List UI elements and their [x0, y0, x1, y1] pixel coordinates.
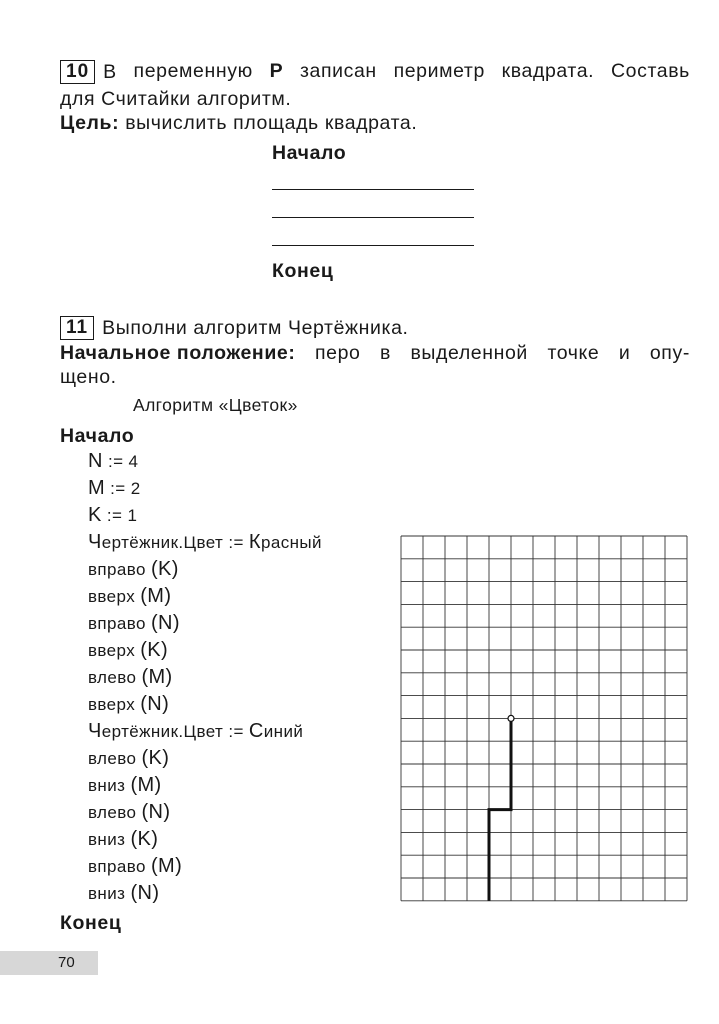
algorithm-end: Конец	[60, 912, 122, 934]
drawn-path	[489, 718, 511, 900]
task11-word: опу-	[649, 342, 690, 364]
task11-word: и	[618, 342, 631, 364]
command-kw: вправо	[88, 857, 146, 876]
algorithm-begin: Начало	[60, 425, 135, 447]
command-pre: Ч	[88, 531, 102, 553]
command-rest: := 2	[105, 479, 141, 498]
command-pre: Ч	[88, 720, 102, 742]
task11-line1	[60, 316, 409, 340]
command-rest: расный	[260, 533, 322, 552]
command-arg: (K)	[130, 828, 159, 850]
task11-word: в	[379, 342, 391, 364]
command-arg: (K)	[141, 747, 170, 769]
task10-word: переменную	[133, 60, 253, 82]
command-arg: (N)	[141, 801, 171, 823]
command-kw: влево	[88, 749, 137, 768]
command-line	[88, 531, 322, 554]
command-line	[88, 585, 171, 608]
command-kw: K	[88, 504, 102, 526]
task11-start-line	[60, 342, 690, 365]
task10-goal	[60, 112, 417, 135]
command-kw: вниз	[88, 884, 126, 903]
command-rest: := 1	[101, 506, 138, 525]
task10-word: В	[103, 60, 117, 83]
task10-goal-text: вычислить площадь квадрата.	[119, 112, 418, 134]
command-kw: вверх	[88, 587, 136, 606]
command-line	[88, 801, 170, 824]
task11-word: выделенной	[410, 342, 528, 364]
command-line	[88, 720, 303, 743]
command-arg: (N)	[130, 882, 160, 904]
command-arg: (M)	[130, 774, 162, 796]
command-kw: вправо	[88, 560, 146, 579]
task10-word: квадрата.	[501, 60, 595, 82]
command-arg: (M)	[140, 585, 172, 607]
command-line	[88, 855, 182, 878]
command-line	[88, 504, 137, 527]
command-kw: вверх	[88, 695, 136, 714]
drawing-grid	[400, 535, 690, 903]
task10-line2: для Считайки алгоритм.	[60, 88, 292, 110]
command-kw: влево	[88, 668, 137, 687]
page-number-bar	[0, 951, 98, 975]
start-point	[508, 715, 514, 721]
command-kw: M	[88, 477, 106, 499]
task10-end: Конец	[272, 260, 334, 282]
task10-number: 10	[60, 60, 95, 84]
command-line	[88, 666, 173, 689]
command-rest: иний	[263, 722, 304, 741]
task10-goal-label: Цель:	[60, 112, 120, 134]
command-line	[88, 693, 169, 716]
page-number: 70	[58, 954, 75, 971]
command-arg: (M)	[141, 666, 173, 688]
algorithm-title: Алгоритм «Цветок»	[133, 395, 298, 415]
task10-word: записан	[299, 60, 377, 82]
command-kw: влево	[88, 803, 137, 822]
command-line	[88, 477, 141, 500]
command-line	[88, 612, 180, 635]
command-line	[88, 828, 158, 851]
command-kw: N	[88, 450, 103, 472]
command-kw: ертёжник.Цвет :=	[101, 722, 249, 741]
command-line	[88, 450, 138, 473]
task10-word: периметр	[393, 60, 485, 82]
command-big: К	[248, 531, 261, 553]
task11-word: перо	[314, 342, 361, 364]
task11-start-label: Начальное положение:	[60, 342, 296, 364]
task10-word: Составь	[610, 60, 690, 82]
command-line	[88, 882, 159, 905]
command-arg: (N)	[140, 693, 170, 715]
command-rest: := 4	[102, 452, 139, 471]
command-arg: (K)	[140, 639, 169, 661]
command-arg: (N)	[150, 612, 180, 634]
command-kw: вправо	[88, 614, 146, 633]
command-arg: (M)	[150, 855, 183, 877]
command-kw: вниз	[88, 830, 126, 849]
command-line	[88, 747, 169, 770]
command-kw: вниз	[88, 776, 126, 795]
task10-variable-p: P	[269, 60, 284, 82]
answer-line	[272, 217, 474, 218]
task10-begin: Начало	[272, 142, 347, 164]
command-kw: вверх	[88, 641, 136, 660]
command-line	[88, 639, 168, 662]
task11-start-line2: щено.	[60, 366, 117, 388]
answer-line	[272, 189, 474, 190]
command-kw: ертёжник.Цвет :=	[101, 533, 249, 552]
task11-number: 11	[60, 316, 94, 340]
answer-line	[272, 245, 474, 246]
task11-instruction: Выполни алгоритм Чертёжника.	[102, 316, 409, 339]
task10-line1	[60, 60, 690, 84]
command-line	[88, 774, 162, 797]
command-line	[88, 558, 179, 581]
task11-word: точке	[547, 342, 600, 364]
command-big: С	[248, 720, 264, 742]
command-arg: (K)	[150, 558, 179, 580]
